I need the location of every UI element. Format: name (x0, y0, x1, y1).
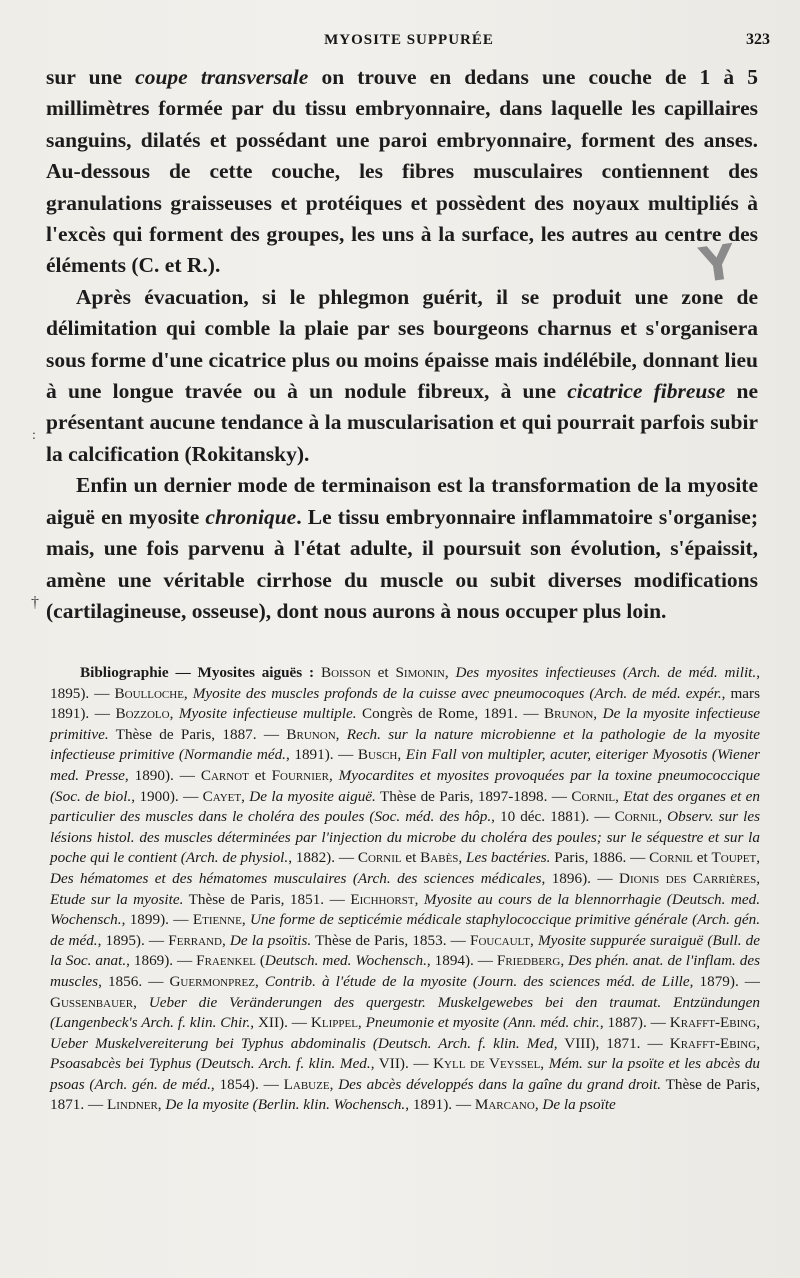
work-title: Une forme de septicémie médicale staphylococcique primitive générale (Arch. gén. de méd. (50, 911, 761, 949)
author-name: Cornil (571, 787, 616, 805)
citation-text: , 1891). — (285, 746, 358, 764)
author-name: Krafft-Ebing (669, 1034, 757, 1052)
main-text (46, 62, 758, 627)
citation-text: , 1899). — (121, 911, 193, 929)
citation-text: Paris, 1886. — (550, 849, 650, 867)
citation-text: Thèse de Paris, 1871. — (50, 1075, 761, 1114)
work-title: Myocardites et myosites provoquées par la toxine pneumococcique (Soc. de biol. (50, 766, 760, 805)
citation-text: , (756, 1014, 760, 1032)
work-title: Psoasabcès bei Typhus (Deutsch. Arch. f. klin. Med. (50, 1055, 371, 1073)
citation-text: , 1895). — (50, 664, 760, 702)
citation-text: et (692, 849, 712, 867)
work-title: Des phén. anat. de l'inflam. des muscles (50, 952, 760, 990)
work-title: Des hématomes et des hématomes musculaires (Arch. des sciences médicales (50, 869, 542, 887)
work-title: Rech. sur la nature microbienne et la pathologie de la myosite infectieuse primitive (Normandie méd. (50, 725, 761, 764)
citation-text: , (169, 705, 179, 723)
citation-text: , (593, 705, 603, 723)
author-name: Lindner (106, 1096, 158, 1114)
citation-text: , (615, 787, 624, 805)
work-title: Myosite suppurée suraiguë (Bull. de la Soc. anat. (50, 931, 760, 970)
author-name: Carnot (200, 766, 249, 784)
citation-text: , 1887). — (599, 1014, 670, 1032)
text-run: Enfin un dernier mode de terminaison est la transformation de la myosite aiguë en myosite (46, 473, 758, 529)
work-title: Mém. sur la psoïte et les abcès du psoas (Arch. gén. de méd. (50, 1055, 761, 1093)
author-name: Fraenkel (196, 952, 256, 970)
citation-text: Thèse de Paris, 1887. — (108, 725, 287, 743)
author-name: Eichhorst (350, 890, 415, 908)
citation-text: Thèse de Paris, 1853. — (311, 931, 470, 949)
citation-text: , (458, 849, 467, 867)
citation-text: , (540, 1055, 549, 1073)
citation-text: , (183, 684, 193, 702)
italic-term: chronique (205, 504, 297, 529)
citation-text: , 1900). — (131, 787, 203, 805)
running-title: MYOSITE SUPPURÉE (324, 32, 494, 48)
bibliography (50, 663, 760, 1116)
author-name: Boulloche (114, 684, 184, 702)
citation-text: , (560, 952, 569, 970)
citation-text: , 1894). — (426, 952, 497, 970)
work-title: Contrib. à l'étude de la myosite (Journ. des sciences méd. de Lille (264, 972, 690, 990)
citation-text: , (241, 787, 250, 805)
author-name: Cornil (614, 808, 659, 826)
citation-text: , (658, 808, 668, 826)
citation-text: , XII). — (250, 1014, 311, 1032)
author-name: Klippel (310, 1014, 358, 1032)
citation-text: , (756, 869, 761, 887)
work-title: Etude sur la myosite. (50, 890, 184, 908)
author-name: Marcano (474, 1096, 535, 1114)
work-title: Ueber die Veränderungen des quergestr. Muskelgewebes bei den traumat. Entzündungen (Langenbeck's Arch. f. klin. Chir. (50, 993, 760, 1032)
citation-text: Thèse de Paris, 1897-1898. — (375, 787, 572, 805)
work-title: Des myosites infectieuses (Arch. de méd. milit. (455, 664, 757, 681)
author-name: Friedberg (496, 952, 561, 970)
author-name: Gussenbauer (50, 993, 134, 1011)
citation-text: , (756, 1034, 760, 1052)
page-header (48, 30, 770, 54)
bibliography-heading: Bibliographie (80, 664, 169, 681)
citation-text: , 1869). — (126, 952, 197, 970)
author-name: Cornil (649, 849, 693, 867)
citation-text: , 1896). — (541, 869, 619, 887)
citation-text: , 1882). — (288, 849, 358, 867)
paragraph-1 (46, 62, 758, 282)
margin-mark: † (31, 594, 39, 611)
citation-text: , (756, 849, 761, 867)
author-name: Etienne (192, 911, 242, 929)
work-title: De la psoïtis. (229, 931, 312, 949)
citation-text: , (414, 890, 424, 908)
author-name: Simonin (395, 664, 445, 681)
citation-text: , (335, 725, 347, 743)
work-title: Myosite des muscles profonds de la cuisse avec pneumocoques (Arch. de méd. expér. (192, 684, 722, 702)
author-name: Guermonprez (169, 972, 255, 990)
citation-text: , (221, 931, 230, 949)
work-title: Ein Fall von multipler, acuter, eiteriger Myosotis (Wiener med. Presse (50, 746, 760, 784)
work-title: De la myosite aiguë. (249, 787, 376, 805)
author-name: Brunon (544, 705, 594, 723)
work-title: Pneumonie et myosite (Ann. méd. chir. (365, 1014, 600, 1032)
citation-text: , (444, 664, 456, 681)
author-name: Cayet (202, 787, 242, 805)
citation-text: ( (255, 952, 265, 970)
citation-text: , (328, 766, 339, 784)
citation-text: , VII). — (370, 1055, 434, 1073)
paragraph-2 (46, 282, 758, 470)
pencil-annotation: Y (696, 233, 739, 295)
margin-mark: : (32, 428, 36, 443)
text-run: . Le tissu embryonnaire inflammatoire s'organise; mais, une fois parvenu à l'état adulte, il poursuit son évolution, s'épaissit, amène une véritable cirrhose du muscle ou subit diverses modifications (cartilagineuse, osseuse), dont nous aurons à nous occuper plus loin. (46, 504, 758, 623)
citation-text: , 1856. — (98, 972, 170, 990)
citation-text: , (255, 972, 265, 990)
bibliography-subheading: — Myosites aiguës : (168, 664, 321, 681)
work-title: De la myosite infectieuse primitive. (50, 705, 761, 743)
citation-text: , (530, 931, 538, 949)
page-number: 323 (746, 31, 770, 48)
text-run: Après évacuation, si le phlegmon guérit, il se produit une zone de délimitation qui comble la plaie par ses bourgeons charnus et s'organisera sous forme d'une cicatrice plus ou moins épaisse mais indélébile, donnant lieu à une longue travée ou à un nodule fibreux, à une (46, 284, 758, 404)
author-name: Kyll de Veyssel (433, 1055, 541, 1073)
citation-text: , (397, 746, 406, 764)
citation-text: , (329, 1075, 339, 1093)
author-name: Labuze (283, 1075, 330, 1093)
author-name: Babès (420, 849, 459, 867)
citation-text: , 1890). — (124, 766, 201, 784)
citation-text: , (357, 1014, 366, 1032)
author-name: Boisson (320, 664, 371, 681)
work-title: Myosite infectieuse multiple. (178, 705, 357, 723)
work-title: De la myosite (Berlin. klin. Wochensch. (165, 1096, 406, 1114)
italic-term: coupe transversale (135, 65, 309, 89)
work-title: Etat des organes et en particulier des muscles dans le choléra des poules (Soc. méd. des hôp. (50, 787, 761, 826)
work-title: Myosite au cours de la blennorrhagie (Deutsch. med. Wochensch. (50, 890, 761, 929)
author-name: Dionis des Carrières (618, 869, 757, 887)
author-name: Krafft-Ebing (669, 1014, 757, 1032)
author-name: Brunon (286, 725, 336, 743)
citation-text: , 1891). — (405, 1096, 475, 1114)
citation-text: , (534, 1096, 543, 1114)
text-run: on trouve en dedans une couche de 1 à 5 millimètres formée par du tissu embryonnaire, dans laquelle les capillaires sanguins, dilatés et possédant une paroi embryonnaire, forment des anses. Au-dessous de cette couche, les fibres musculaires contiennent des granulations graisseuses et protéiques et possèdent des noyaux multipliés à l'excès qui forment des groupes, les uns à la surface, les autres au centre des éléments (C. et R.). (46, 65, 758, 278)
text-run: ne présentant aucune tendance à la muscularisation et qui pourrait parfois subir la calcification (Rokitansky). (46, 379, 759, 466)
work-title: Observ. sur les lésions histol. des muscles déterminées par l'injection du microbe du choléra des poules; sur le séquestre et sur la poche qui le contient (Arch. de physiol. (50, 808, 761, 867)
author-name: Bozzolo (115, 705, 170, 723)
citation-text: , 1879). — (689, 972, 760, 990)
citation-text: , 1854). — (210, 1075, 284, 1093)
citation-text: et (248, 766, 272, 784)
citation-text: , 10 déc. 1881). — (491, 808, 615, 826)
author-name: Ferrand (168, 931, 222, 949)
citation-text: et (401, 849, 421, 867)
work-title: Des abcès développés dans la gaîne du grand droit. (338, 1075, 662, 1093)
paragraph-3 (46, 470, 758, 627)
citation-text: et (370, 664, 396, 681)
work-title: De la psoïte (542, 1096, 616, 1114)
citation-text: , mars 1891). — (50, 684, 761, 723)
citation-text: , (157, 1096, 166, 1114)
citation-text: , 1895). — (97, 931, 169, 949)
italic-term: cicatrice fibreuse (567, 379, 726, 404)
work-title: Ueber Muskelvereiterung bei Typhus abdominalis (Deutsch. Arch. f. klin. Med (50, 1034, 554, 1052)
citation-text: , VIII), 1871. — (553, 1034, 670, 1052)
author-name: Cornil (357, 849, 402, 867)
author-name: Toupet (711, 849, 757, 867)
citation-text: , (241, 911, 250, 929)
work-title: Deutsch. med. Wochensch. (264, 952, 427, 970)
work-title: Les bactéries. (466, 849, 551, 867)
author-name: Foucault (470, 931, 530, 949)
text-run: sur une (46, 65, 136, 89)
citation-text: Congrès de Rome, 1891. — (356, 705, 545, 723)
citation-text: Thèse de Paris, 1851. — (183, 890, 351, 908)
bibliography-paragraph (50, 663, 760, 1116)
author-name: Busch (357, 746, 398, 764)
author-name: Fournier (271, 766, 329, 784)
citation-text: , (133, 993, 149, 1011)
